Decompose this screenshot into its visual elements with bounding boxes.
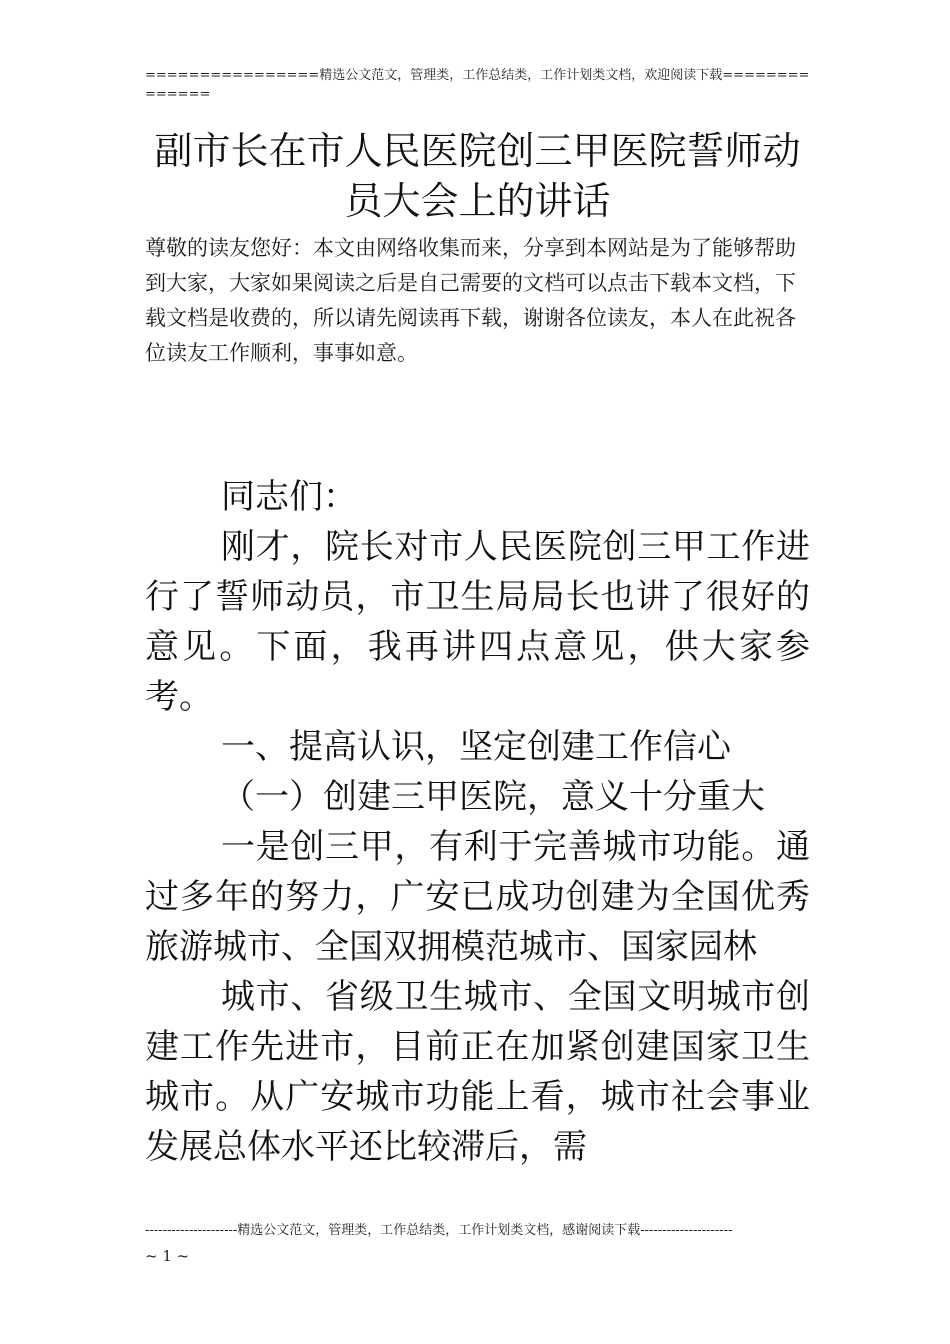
header-banner: ================精选公文范文，管理类，工作总结类，工作计划类文档，欢迎阅读下载============== — [145, 68, 810, 102]
reader-notice: 尊敬的读友您好：本文由网络收集而来，分享到本网站是为了能够帮助到大家，大家如果阅读之后是自己需要的文档可以点击下载本文档，下载文档是收费的，所以请先阅读再下载，谢谢各位读友，本人在此祝各位读友工作顺利，事事如意。 — [145, 236, 796, 365]
salutation-paragraph: 同志们： — [221, 477, 357, 517]
footer-banner: ---------------------精选公文范文，管理类，工作总结类，工作计划类文档，感谢阅读下载--------------------- — [145, 1223, 733, 1238]
page-number: ~ 1 ~ — [145, 1247, 190, 1265]
document-body — [145, 472, 810, 1172]
intro-paragraph: 刚才，院长对市人民医院创三甲工作进行了誓师动员，市卫生局局长也讲了很好的意见。下面，我再讲四点意见，供大家参考。 — [145, 527, 810, 717]
body-paragraph: 一是创三甲，有利于完善城市功能。通过多年的努力，广安已成功创建为全国优秀旅游城市、全国双拥模范城市、国家园林 — [145, 827, 810, 967]
section-heading: 一、提高认识，坚定创建工作信心 — [221, 727, 731, 767]
document-title: 副市长在市人民医院创三甲医院誓师动员大会上的讲话 — [154, 129, 801, 223]
subsection-heading: （一）创建三甲医院，意义十分重大 — [221, 777, 765, 817]
body-paragraph: 城市、省级卫生城市、全国文明城市创建工作先进市，目前正在加紧创建国家卫生城市。从广安城市功能上看，城市社会事业发展总体水平还比较滞后，需 — [145, 977, 810, 1167]
